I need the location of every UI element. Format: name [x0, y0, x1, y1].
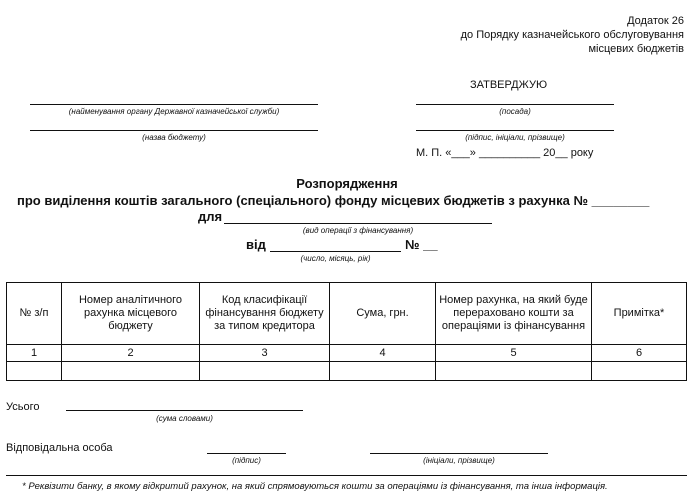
stamp-date-line: М. П. «___» __________ 20__ року: [416, 147, 594, 159]
operation-caption: (вид операції з фінансування): [302, 226, 414, 235]
table-cell: [200, 362, 330, 381]
sum-words-line: [66, 410, 303, 411]
for-label: для: [198, 209, 223, 224]
header-cell: Номер рахунка, на який буде перераховано кошти за операціями із фінансування: [436, 283, 592, 345]
organ-caption: (найменування органу Державної казначейської служби): [68, 107, 280, 116]
header-cell: № з/п: [7, 283, 62, 345]
header-cell: Сума, грн.: [330, 283, 436, 345]
column-number: 4: [330, 345, 436, 362]
table-cell: [436, 362, 592, 381]
header-cell: Номер аналітичного рахунка місцевого бюджету: [62, 283, 200, 345]
signature-caption: (підпис, ініціали, прізвище): [465, 133, 565, 142]
position-caption: (посада): [499, 107, 531, 116]
signature-line: [416, 130, 614, 131]
table-cell: [7, 362, 62, 381]
organ-line: [30, 104, 318, 105]
table-cell: [330, 362, 436, 381]
sum-words-caption: (сума словами): [156, 414, 213, 423]
position-line: [416, 104, 614, 105]
header-cell: Примітка*: [592, 283, 687, 345]
table-cell: [592, 362, 687, 381]
column-number: 1: [7, 345, 62, 362]
approve-title: ЗАТВЕРДЖУЮ: [470, 79, 548, 91]
name-field-caption: (ініціали, прізвище): [423, 456, 495, 465]
document-subtitle: про виділення коштів загального (спеціального) фонду місцевих бюджетів з рахунка № ________: [17, 193, 650, 208]
allocation-table: [6, 282, 687, 381]
column-number: 3: [200, 345, 330, 362]
budget-caption: (назва бюджету): [142, 133, 206, 142]
column-number: 6: [592, 345, 687, 362]
column-number-row: [7, 345, 687, 362]
date-caption: (число, місяць, рік): [300, 254, 371, 263]
number-label: № __: [405, 237, 438, 252]
table-header-row: [7, 283, 687, 345]
name-field-line: [370, 453, 548, 454]
operation-line: [224, 223, 492, 224]
date-line: [270, 251, 401, 252]
table-cell: [62, 362, 200, 381]
header-cell: Код класифікації фінансування бюджету за типом кредитора: [200, 283, 330, 345]
document-title: Розпорядження: [296, 176, 398, 191]
appendix-line-3: місцевих бюджетів: [588, 43, 684, 55]
footnote: * Реквізити банку, в якому відкритий рахунок, на який спрямовуються кошти за операціями із фінансування, та інша інформація.: [22, 481, 608, 492]
appendix-line-2: до Порядку казначейського обслуговування: [460, 29, 684, 41]
signature-field-line: [207, 453, 286, 454]
column-number: 2: [62, 345, 200, 362]
budget-line: [30, 130, 318, 131]
responsible-label: Відповідальна особа: [6, 442, 113, 454]
signature-field-caption: (підпис): [232, 456, 261, 465]
footnote-separator: [6, 475, 687, 476]
from-label: від: [246, 237, 266, 252]
total-label: Усього: [6, 401, 40, 413]
appendix-line-1: Додаток 26: [627, 15, 684, 27]
column-number: 5: [436, 345, 592, 362]
table-row: [7, 362, 687, 381]
